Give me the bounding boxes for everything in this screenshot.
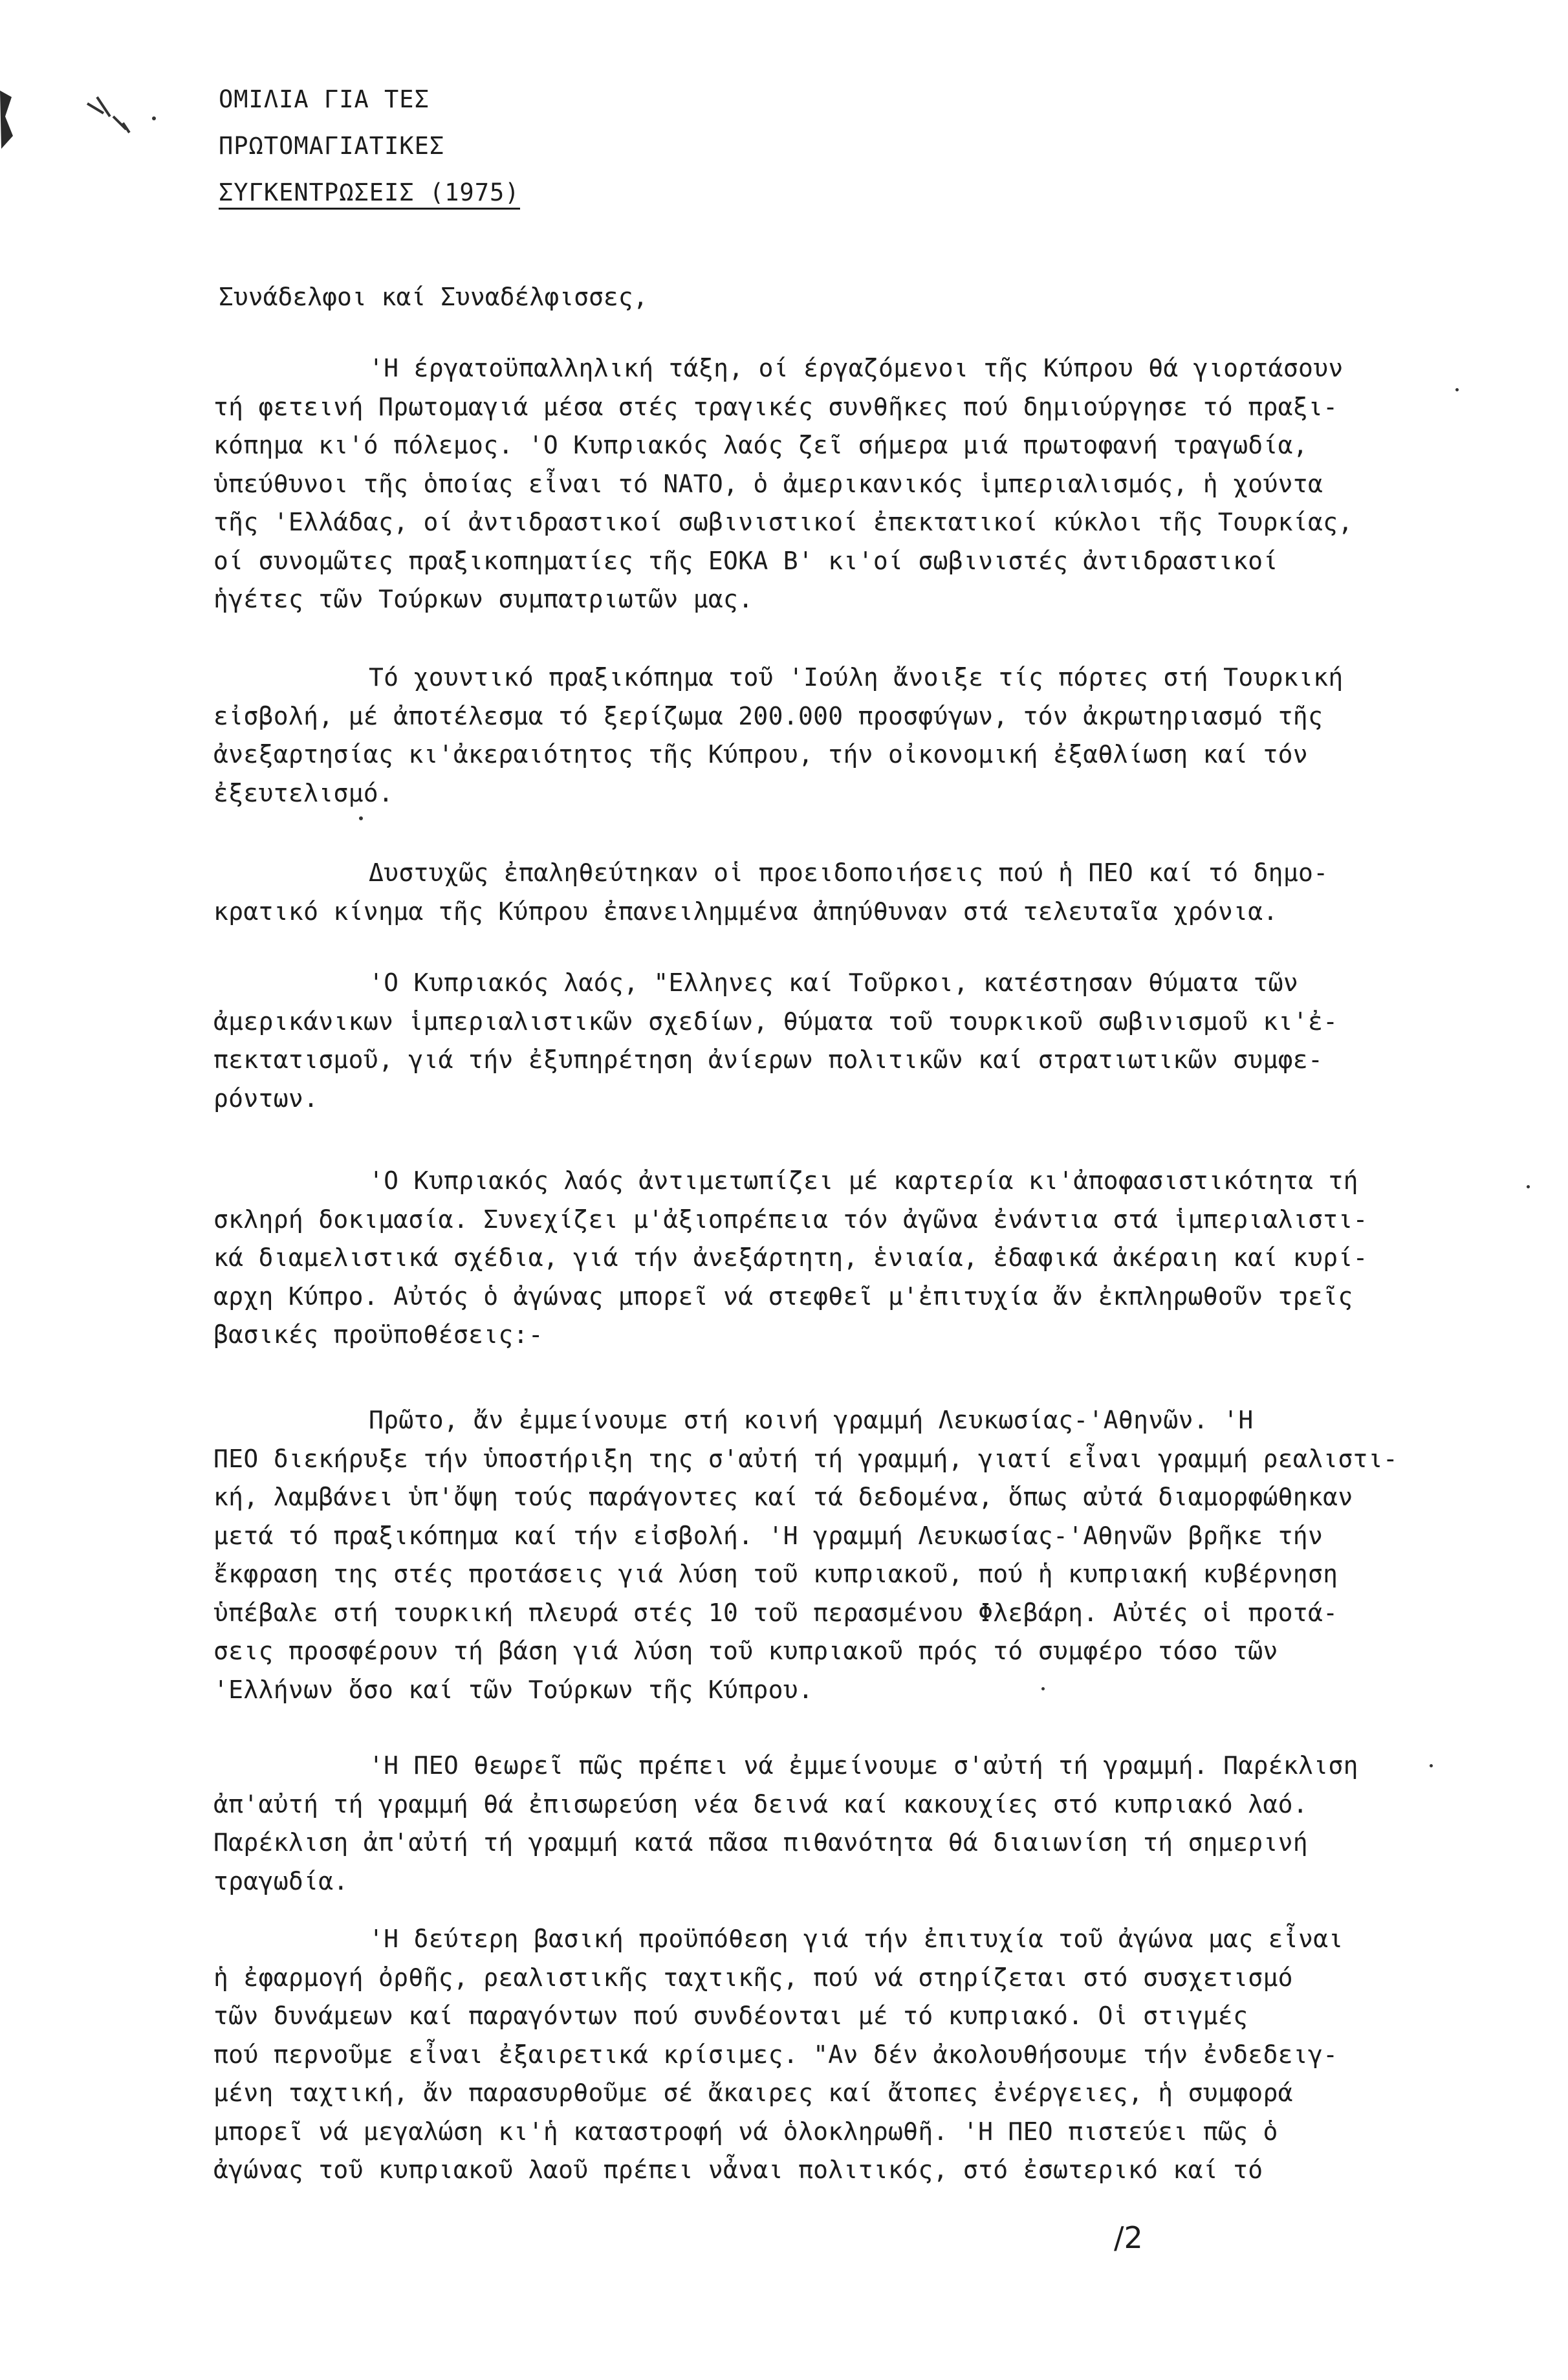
text-line: 'Η ΠΕΟ θεωρεῖ πῶς πρέπει νά ἐμμείνουμε σ'αὐτή τή γραμμή. Παρέκλιση: [369, 1751, 1358, 1780]
paragraph-8: [213, 1920, 1462, 2190]
text-line: οί συνομῶτες πραξικοπηματίες τῆς ΕΟΚΑ Β' κι'οί σωβινιστές ἀντιδραστικοί: [213, 546, 1278, 575]
heading-line-2: ΠΡΩΤΟΜΑΓΙΑΤΙΚΕΣ: [219, 132, 445, 160]
text-line: Παρέκλιση ἀπ'αὐτή τή γραμμή κατά πᾶσα πιθανότητα θά διαιωνίση τή σημερινή: [213, 1828, 1308, 1857]
paragraph-1: [213, 349, 1462, 619]
paragraph-4: [213, 964, 1462, 1118]
text-line: αρχη Κύπρο. Αὐτός ὁ ἀγώνας μπορεῖ νά στεφθεῖ μ'ἐπιτυχία ἄν ἐκπληρωθοῦν τρεῖς: [213, 1282, 1353, 1311]
scan-speck: [1455, 388, 1459, 391]
text-line: ἀπ'αὐτή τή γραμμή θά ἐπισωρεύση νέα δεινά καί κακουχίες στό κυπριακό λαό.: [213, 1789, 1308, 1818]
text-line: τῶν δυνάμεων καί παραγόντων πού συνδέονται μέ τό κυπριακό. Οἱ στιγμές: [213, 2002, 1248, 2030]
text-line: μετά τό πραξικόπημα καί τήν εἰσβολή. 'Η γραμμή Λευκωσίας-'Αθηνῶν βρῆκε τήν: [213, 1521, 1323, 1550]
text-line: εἰσβολή, μέ ἀποτέλεσμα τό ξερίζωμα 200.000 προσφύγων, τόν ἀκρωτηριασμό τῆς: [213, 701, 1323, 730]
text-line: κρατικό κίνημα τῆς Κύπρου ἐπανειλημμένα ἀπηύθυναν στά τελευταῖα χρόνια.: [213, 897, 1278, 926]
text-line: ἡγέτες τῶν Τούρκων συμπατριωτῶν μας.: [213, 585, 754, 613]
text-line: μπορεῖ νά μεγαλώση κι'ἡ καταστροφή νά ὁλοκληρωθῆ. 'Η ΠΕΟ πιστεύει πῶς ὁ: [213, 2117, 1278, 2146]
text-line: ΠΕΟ διεκήρυξε τήν ὑποστήριξη της σ'αὐτή τή γραμμή, γιατί εἶναι γραμμή ρεαλιστι-: [213, 1444, 1399, 1473]
text-line: 'Ο Κυπριακός λαός, "Ελληνες καί Τοῦρκοι, κατέστησαν θύματα τῶν: [369, 968, 1299, 997]
text-line: ἡ ἐφαρμογή ὀρθῆς, ρεαλιστικῆς ταχτικῆς, πού νά στηρίζεται στό συσχετισμό: [213, 1963, 1293, 1992]
text-line: πού περνοῦμε εἶναι ἐξαιρετικά κρίσιμες. "Αν δέν ἀκολουθήσουμε τήν ἐνδεδειγ-: [213, 2040, 1338, 2069]
paragraph-2: [213, 659, 1462, 813]
text-line: Δυστυχῶς ἐπαληθεύτηκαν οἱ προειδοποιήσεις πού ἡ ΠΕΟ καί τό δημο-: [369, 858, 1329, 887]
greeting: Συνάδελφοι καί Συναδέλφισσες,: [219, 283, 648, 311]
text-line: σκληρή δοκιμασία. Συνεχίζει μ'ἀξιοπρέπεια τόν ἀγῶνα ἐνάντια στά ἱμπεριαλιστι-: [213, 1205, 1368, 1234]
text-line: ἀμερικάνικων ἱμπεριαλιστικῶν σχεδίων, θύματα τοῦ τουρκικοῦ σωβινισμοῦ κι'ἐ-: [213, 1007, 1338, 1036]
text-line: κά διαμελιστικά σχέδια, γιά τήν ἀνεξάρτητη, ἑνιαία, ἐδαφικά ἀκέραιη καί κυρί-: [213, 1243, 1368, 1272]
paragraph-6: [213, 1401, 1462, 1709]
text-line: ἀγώνας τοῦ κυπριακοῦ λαοῦ πρέπει νἆναι πολιτικός, στό ἐσωτερικό καί τό: [213, 2156, 1263, 2184]
heading-line-3: ΣΥΓΚΕΝΤΡΩΣΕΙΣ (1975): [219, 179, 520, 210]
text-line: Πρῶτο, ἄν ἐμμείνουμε στή κοινή γραμμή Λευκωσίας-'Αθηνῶν. 'Η: [369, 1406, 1254, 1434]
text-line: κή, λαμβάνει ὑπ'ὄψη τούς παράγοντες καί τά δεδομένα, ὅπως αὐτά διαμορφώθηκαν: [213, 1483, 1353, 1511]
text-line: ρόντων.: [213, 1084, 319, 1113]
text-line: ὑπεύθυνοι τῆς ὁποίας εἶναι τό ΝΑΤΟ, ὁ ἀμερικανικός ἱμπεριαλισμός, ἡ χούντα: [213, 469, 1323, 498]
text-line: ἔκφραση της στές προτάσεις γιά λύση τοῦ κυπριακοῦ, πού ἡ κυπριακή κυβέρνηση: [213, 1560, 1338, 1588]
text-line: βασικές προϋποθέσεις:-: [213, 1320, 543, 1349]
text-line: τή φετεινή Πρωτομαγιά μέσα στές τραγικές συνθῆκες πού δημιούργησε τό πραξι-: [213, 392, 1338, 421]
paragraph-3: [213, 854, 1462, 931]
text-line: κόπημα κι'ό πόλεμος. 'Ο Κυπριακός λαός ζεῖ σήμερα μιά πρωτοφανή τραγωδία,: [213, 431, 1308, 459]
text-line: 'Ελλήνων ὅσο καί τῶν Τούρκων τῆς Κύπρου.: [213, 1675, 814, 1704]
scan-speck: [152, 116, 156, 120]
text-line: σεις προσφέρουν τή βάση γιά λύση τοῦ κυπριακοῦ πρός τό συμφέρο τόσο τῶν: [213, 1637, 1278, 1665]
text-line: Τό χουντικό πραξικόπημα τοῦ 'Ιούλη ἄνοιξε τίς πόρτες στή Τουρκική: [369, 663, 1344, 692]
scan-speck: [359, 816, 363, 820]
paragraph-7: [213, 1747, 1462, 1901]
text-line: ἐξευτελισμό.: [213, 778, 394, 807]
scan-speck: [1527, 1185, 1530, 1188]
paragraph-5: [213, 1162, 1462, 1355]
text-line: 'Ο Κυπριακός λαός ἀντιμετωπίζει μέ καρτερία κι'ἀποφασιστικότητα τή: [369, 1166, 1358, 1195]
scan-speck: [1041, 1687, 1045, 1690]
document-heading: [219, 76, 520, 216]
scan-speck: [1430, 1764, 1433, 1767]
text-line: ὑπέβαλε στή τουρκική πλευρά στές 10 τοῦ περασμένου Φλεβάρη. Αὐτές οἱ προτά-: [213, 1598, 1338, 1627]
text-line: μένη ταχτική, ἄν παρασυρθοῦμε σέ ἄκαιρες καί ἄτοπες ἐνέργειες, ἡ συμφορά: [213, 2079, 1293, 2107]
text-line: τραγωδία.: [213, 1866, 349, 1895]
text-line: τῆς 'Ελλάδας, οί ἀντιδραστικοί σωβινιστικοί ἐπεκτατικοί κύκλοι τῆς Τουρκίας,: [213, 508, 1353, 536]
scan-artifact-mark: [0, 78, 149, 155]
heading-line-1: ΟΜΙΛΙΑ ΓΙΑ ΤΕΣ: [219, 85, 430, 113]
text-line: πεκτατισμοῦ, γιά τήν ἐξυπηρέτηση ἀνίερων πολιτικῶν καί στρατιωτικῶν συμφε-: [213, 1045, 1323, 1074]
text-line: 'Η έργατοϋπαλληλική τάξη, οί έργαζόμενοι τῆς Κύπρου θά γιορτάσουν: [369, 354, 1344, 382]
page-number: /2: [1114, 2220, 1143, 2255]
text-line: ἀνεξαρτησίας κι'ἀκεραιότητος τῆς Κύπρου, τήν οἰκονομική ἐξαθλίωση καί τόν: [213, 740, 1308, 769]
text-line: 'Η δεύτερη βασική προϋπόθεση γιά τήν ἐπιτυχία τοῦ ἀγώνα μας εἶναι: [369, 1925, 1344, 1953]
